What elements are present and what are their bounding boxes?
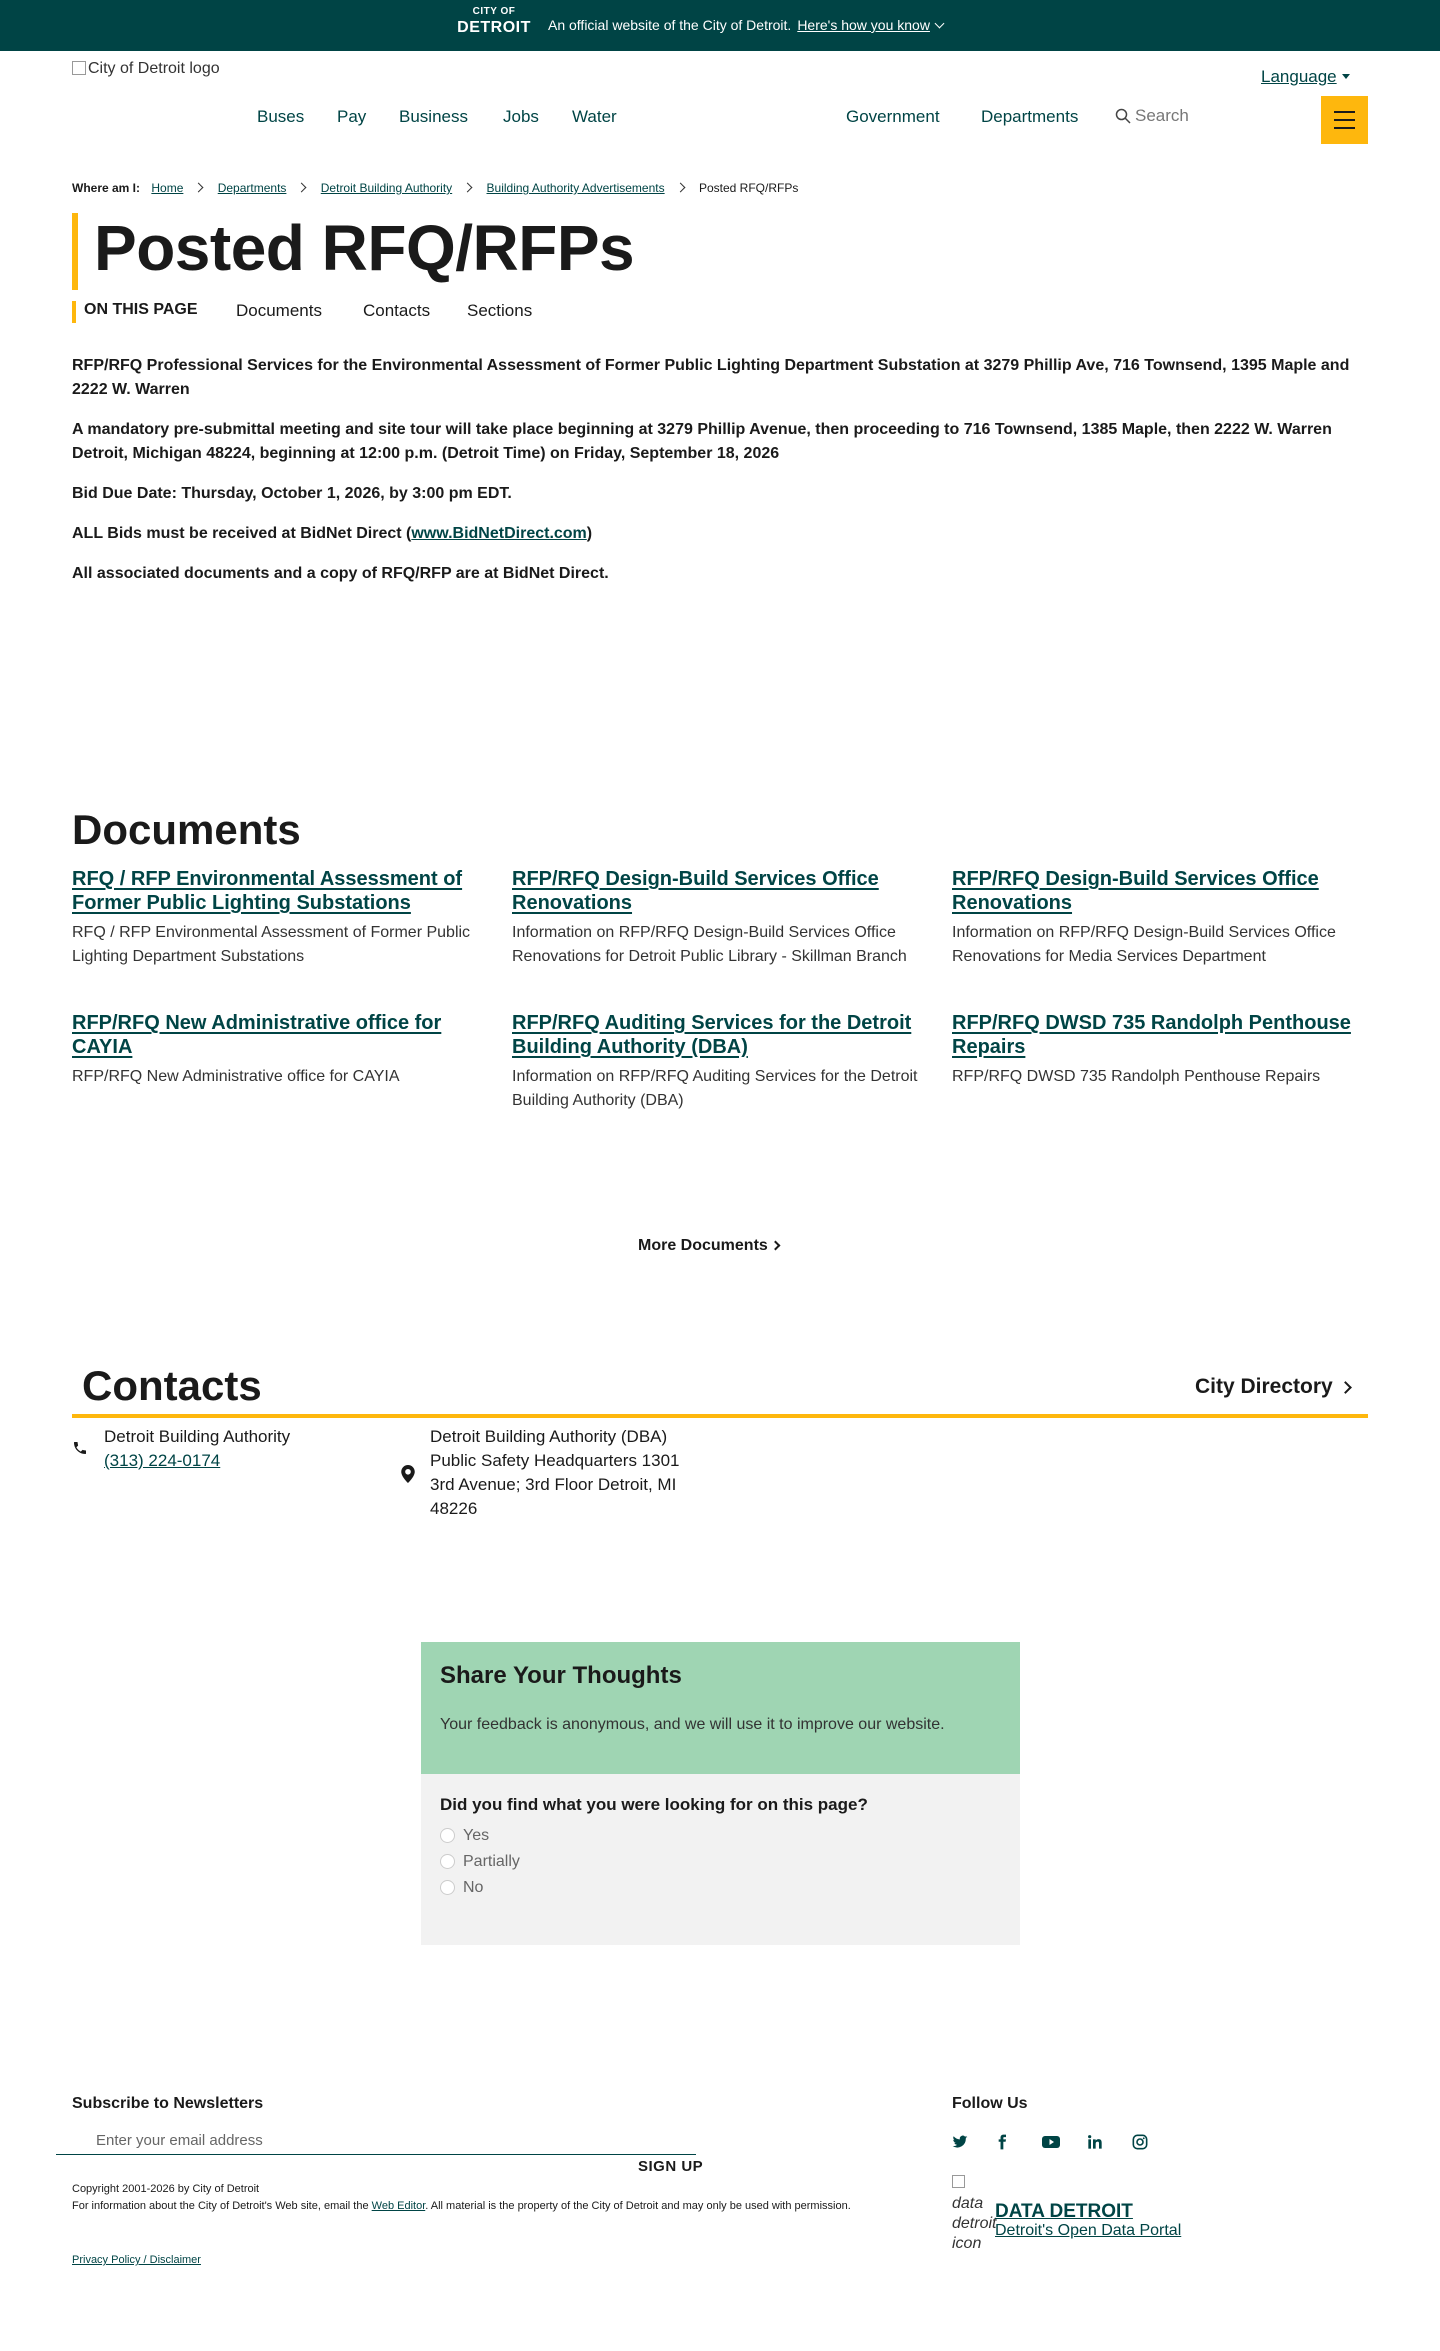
on-this-page-accent-bar bbox=[72, 301, 76, 323]
breadcrumb-advertisements[interactable]: Building Authority Advertisements bbox=[486, 181, 665, 195]
breadcrumb-departments[interactable]: Departments bbox=[217, 181, 287, 195]
document-link[interactable]: RFP/RFQ New Administrative office for CAYIA bbox=[72, 1012, 442, 1058]
documents-heading: Documents bbox=[72, 806, 301, 853]
data-detroit-link[interactable]: DATA DETROIT bbox=[995, 2201, 1133, 2222]
menu-icon-line bbox=[1334, 127, 1355, 129]
chevron-down-icon[interactable] bbox=[934, 19, 944, 29]
document-link[interactable]: RFQ / RFP Environmental Assessment of Former Public Lighting Substations bbox=[72, 868, 463, 914]
how-you-know-link[interactable]: Here's how you know bbox=[797, 17, 930, 33]
follow-us-heading: Follow Us bbox=[952, 2095, 1028, 2112]
page-title: Posted RFQ/RFPs bbox=[94, 212, 635, 284]
site-info: For information about the City of Detroit's Web site, email the Web Editor. All material is the property of the City of Detroit and may only be used with permission. bbox=[72, 2200, 851, 2212]
city-directory-link[interactable]: City Directory bbox=[1195, 1375, 1350, 1399]
radio-button[interactable] bbox=[440, 1854, 455, 1869]
document-link[interactable]: RFP/RFQ Auditing Services for the Detroit Building Authority (DBA) bbox=[512, 1012, 912, 1058]
document-description: RFP/RFQ New Administrative office for CAYIA bbox=[72, 1068, 400, 1085]
language-selector[interactable]: Language bbox=[1261, 67, 1350, 87]
data-detroit-icon: data detroit icon bbox=[952, 2174, 992, 2254]
chevron-right-icon bbox=[194, 183, 204, 193]
meeting-notice: A mandatory pre-submittal meeting and site tour will take place beginning at 3279 Phillip Avenue, then proceeding to 716 Townsend, 1385 Maple, then 2222 W. Warren Detroit, Michigan 48224, beginning at 12:00 p.m. (Detroit Time) on Friday, September 18, 2026 bbox=[72, 421, 1332, 462]
contact-address: Detroit Building Authority (DBA) Public Safety Headquarters 1301 3rd Avenue; 3rd Floor Detroit, MI 48226 bbox=[430, 1427, 680, 1518]
nav-buses[interactable]: Buses bbox=[257, 107, 305, 126]
more-documents-link[interactable]: More Documents bbox=[638, 1237, 779, 1255]
broken-image-icon bbox=[952, 2175, 965, 2188]
toc-sections[interactable]: Sections bbox=[467, 301, 533, 320]
privacy-container bbox=[72, 2252, 922, 2269]
broken-image-icon bbox=[72, 61, 86, 75]
feedback-option-no[interactable]: No bbox=[440, 1879, 483, 1897]
chevron-right-icon bbox=[463, 183, 473, 193]
search-field[interactable]: Search bbox=[1115, 106, 1189, 126]
feedback-header bbox=[421, 1642, 1020, 1774]
document-card bbox=[512, 1011, 922, 1113]
chevron-right-icon bbox=[770, 1241, 780, 1251]
radio-button[interactable] bbox=[440, 1828, 455, 1843]
document-link[interactable]: RFP/RFQ Design-Build Services Office Renovations bbox=[952, 868, 1319, 914]
feedback-subtitle: Your feedback is anonymous, and we will use it to improve our website. bbox=[440, 1716, 945, 1733]
breadcrumb-dba[interactable]: Detroit Building Authority bbox=[320, 181, 453, 195]
document-link[interactable]: RFP/RFQ Design-Build Services Office Renovations bbox=[512, 868, 879, 914]
nav-business[interactable]: Business bbox=[399, 107, 468, 126]
on-this-page-label: ON THIS PAGE bbox=[84, 301, 198, 318]
nav-pay[interactable]: Pay bbox=[337, 107, 367, 126]
bid-due-date: Bid Due Date: Thursday, October 1, 2026, by 3:00 pm EDT. bbox=[72, 485, 512, 502]
feedback-question: Did you find what you were looking for on this page? bbox=[440, 1795, 868, 1814]
breadcrumb-home[interactable]: Home bbox=[151, 181, 184, 195]
document-description: RFQ / RFP Environmental Assessment of Former Public Lighting Department Substations bbox=[72, 924, 471, 965]
breadcrumb-current: Posted RFQ/RFPs bbox=[698, 181, 799, 195]
hamburger-menu-button[interactable] bbox=[1321, 96, 1368, 144]
city-of-detroit-wordmark: CITY OF DETROIT bbox=[457, 6, 531, 36]
signup-button[interactable]: SIGN UP bbox=[638, 2158, 704, 2175]
privacy-policy-link[interactable]: Privacy Policy / Disclaimer bbox=[72, 2254, 201, 2266]
phone-link[interactable]: (313) 224-0174 bbox=[104, 1451, 221, 1470]
contact-name: Detroit Building Authority bbox=[104, 1427, 291, 1446]
bid-submission-notice: ALL Bids must be received at BidNet Direct (www.BidNetDirect.com) bbox=[72, 525, 593, 542]
feedback-widget bbox=[421, 1642, 1020, 1945]
official-website-message: An official website of the City of Detroit. Here's how you know bbox=[548, 17, 943, 33]
menu-icon-line bbox=[1334, 119, 1355, 121]
newsletter-email-input[interactable] bbox=[56, 2126, 696, 2155]
document-card bbox=[72, 1011, 482, 1089]
toc-contacts[interactable]: Contacts bbox=[363, 301, 431, 320]
menu-icon-line bbox=[1334, 111, 1355, 113]
feedback-option-partially[interactable]: Partially bbox=[440, 1853, 520, 1871]
linkedin-icon[interactable] bbox=[1085, 2134, 1105, 2154]
nav-departments[interactable]: Departments bbox=[981, 107, 1079, 126]
facebook-icon[interactable] bbox=[992, 2134, 1012, 2154]
chevron-right-icon bbox=[675, 183, 685, 193]
toc-documents[interactable]: Documents bbox=[236, 301, 322, 320]
open-data-portal-link[interactable]: Detroit's Open Data Portal bbox=[995, 2222, 1182, 2239]
copyright: Copyright 2001-2026 by City of Detroit bbox=[72, 2183, 260, 2195]
contacts-divider bbox=[72, 1414, 1368, 1418]
document-card bbox=[512, 867, 922, 969]
newsletter-heading: Subscribe to Newsletters bbox=[72, 2095, 264, 2112]
breadcrumb: Where am I: Home Departments Detroit Building Authority Building Authority Advertisements Posted RFQ/RFPs bbox=[72, 181, 799, 195]
phone-icon bbox=[72, 1440, 88, 1456]
bidnet-link[interactable]: www.BidNetDirect.com bbox=[411, 525, 587, 542]
radio-button[interactable] bbox=[440, 1880, 455, 1895]
instagram-icon[interactable] bbox=[1130, 2134, 1150, 2154]
title-accent-bar bbox=[72, 213, 78, 290]
document-card bbox=[952, 867, 1362, 969]
document-description: Information on RFP/RFQ Design-Build Services Office Renovations for Media Services Department bbox=[952, 924, 1336, 965]
rfp-description: RFP/RFQ Professional Services for the Environmental Assessment of Former Public Lighting Department Substation at 3279 Phillip Ave, 716 Townsend, 1395 Maple and 2222 W. Warren bbox=[72, 357, 1350, 398]
twitter-icon[interactable] bbox=[950, 2134, 970, 2154]
nav-water[interactable]: Water bbox=[572, 107, 617, 126]
youtube-icon[interactable] bbox=[1041, 2134, 1061, 2154]
document-description: Information on RFP/RFQ Auditing Services for the Detroit Building Authority (DBA) bbox=[512, 1068, 918, 1109]
search-icon bbox=[1115, 108, 1131, 124]
chevron-right-icon bbox=[1339, 1381, 1352, 1394]
caret-down-icon bbox=[1342, 74, 1350, 79]
document-description: RFP/RFQ DWSD 735 Randolph Penthouse Repairs bbox=[952, 1068, 1321, 1085]
city-logo[interactable]: City of Detroit logo bbox=[72, 60, 220, 78]
document-card bbox=[72, 867, 482, 969]
contacts-heading: Contacts bbox=[82, 1362, 262, 1409]
document-card bbox=[952, 1011, 1362, 1089]
web-editor-link[interactable]: Web Editor bbox=[371, 2200, 426, 2212]
feedback-option-yes[interactable]: Yes bbox=[440, 1827, 489, 1845]
nav-jobs[interactable]: Jobs bbox=[503, 107, 539, 126]
documents-notice: All associated documents and a copy of RFQ/RFP are at BidNet Direct. bbox=[72, 565, 609, 582]
feedback-title: Share Your Thoughts bbox=[440, 1662, 682, 1689]
chevron-right-icon bbox=[297, 183, 307, 193]
document-link[interactable]: RFP/RFQ DWSD 735 Randolph Penthouse Repairs bbox=[952, 1012, 1351, 1058]
document-description: Information on RFP/RFQ Design-Build Services Office Renovations for Detroit Public Library - Skillman Branch bbox=[512, 924, 907, 965]
contact-phone bbox=[104, 1449, 220, 1473]
location-pin-icon bbox=[401, 1465, 415, 1483]
nav-government[interactable]: Government bbox=[846, 107, 940, 126]
official-banner bbox=[0, 0, 1440, 51]
